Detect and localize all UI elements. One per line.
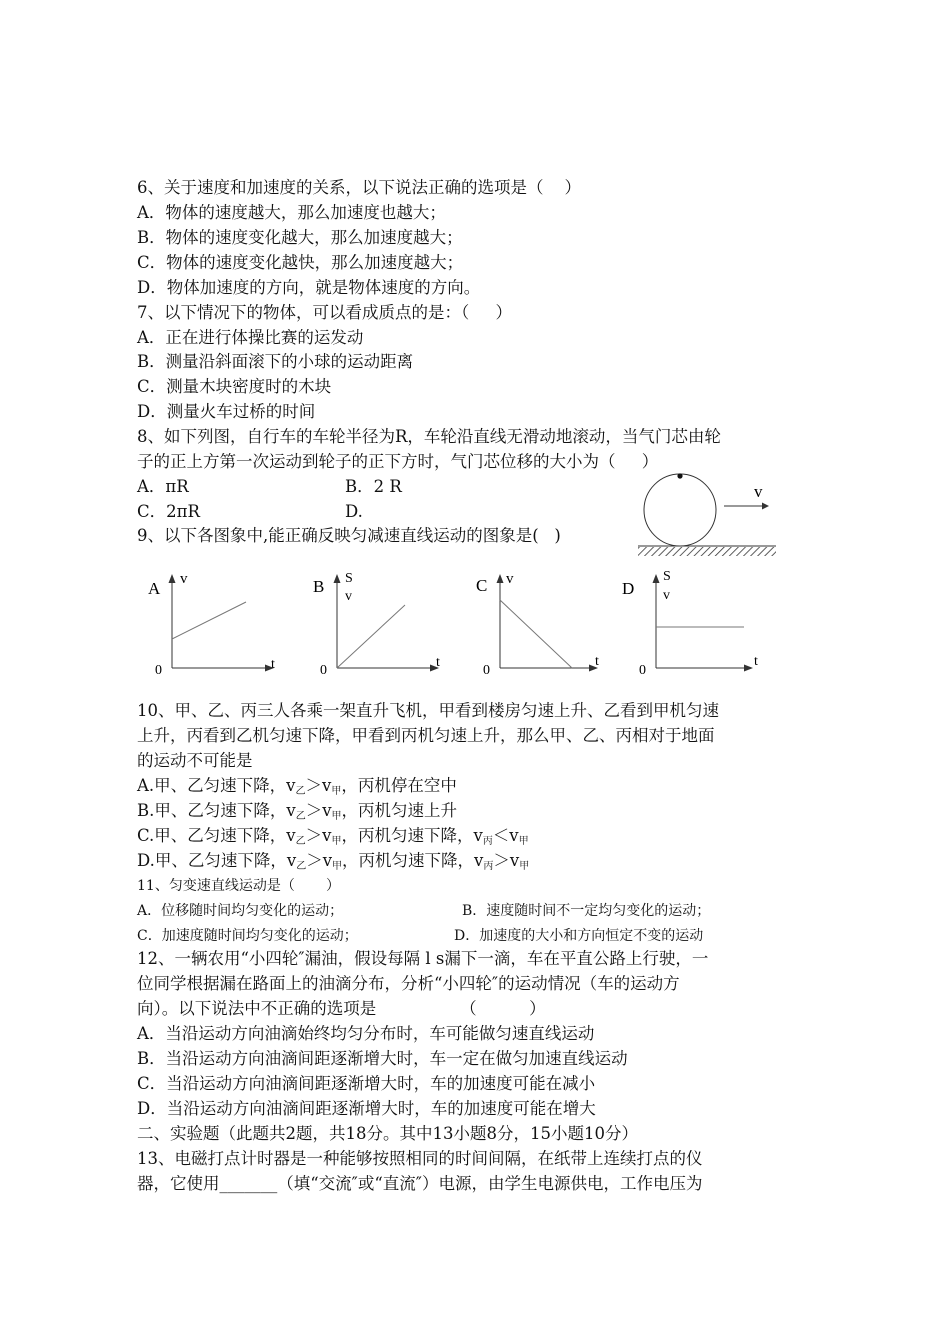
q12-line1: 12、一辆农用“小四轮″漏油，假设每隔 l s漏下一滴，车在平直公路上行驶，一 bbox=[137, 949, 709, 968]
graph-a-x-label: t bbox=[271, 657, 275, 672]
wheel-figure bbox=[638, 470, 778, 560]
q10-line1: 10、甲、乙、丙三人各乘一架直升飞机，甲看到楼房匀速上升、乙看到甲机匀速 bbox=[137, 701, 719, 720]
q7-option-c: C．测量木块密度时的木块 bbox=[137, 377, 332, 396]
valve-core bbox=[677, 473, 682, 478]
q12-option-b: B．当沿运动方向油滴间距逐渐增大时，车一定在做匀加速直线运动 bbox=[137, 1049, 628, 1068]
q11-stem: 11、匀变速直线运动是（ ） bbox=[137, 878, 340, 894]
graph-d-label: D bbox=[622, 579, 635, 598]
q10-option-d: D.甲、乙匀速下降，$v_乙>v_甲$，丙机匀速下降，$v_丙>v_甲$ bbox=[137, 851, 530, 872]
graph-d-y-label-v: v bbox=[663, 588, 670, 603]
graph-c-y-label: v bbox=[506, 571, 514, 587]
q12-line3: 向）。以下说法中不正确的选项是 （ ） bbox=[137, 999, 546, 1018]
q12-line2: 位同学根据漏在路面上的油滴分布，分析“小四轮″的运动情况（车的运动方 bbox=[137, 974, 680, 993]
q11-option-c: C．加速度随时间均匀变化的运动； bbox=[137, 928, 358, 944]
q11-option-d: D．加速度的大小和方向恒定不变的运动 bbox=[454, 928, 704, 944]
q10-option-a: A.甲、乙匀速下降，$v_乙>v_甲$，丙机停在空中 bbox=[137, 776, 457, 797]
section-2-heading: 二、实验题（此题共2题，共18分。其中13小题8分，15小题10分） bbox=[137, 1124, 638, 1143]
q8-line2: 子的正上方第一次运动到轮子的正下方时，气门芯位移的大小为（ ） bbox=[137, 452, 659, 471]
q6-option-b: B．物体的速度变化越大，那么加速度越大； bbox=[137, 228, 463, 247]
q6-option-d: D．物体加速度的方向，就是物体速度的方向。 bbox=[137, 278, 481, 297]
q10-line3: 的运动不可能是 bbox=[137, 751, 253, 770]
graph-d-x-label: t bbox=[754, 654, 758, 669]
q7-option-b: B．测量沿斜面滚下的小球的运动距离 bbox=[137, 352, 414, 371]
q12-option-d: D．当沿运动方向油滴间距逐渐增大时，车的加速度可能在增大 bbox=[137, 1099, 596, 1118]
q8-option-a: A．πR bbox=[137, 477, 189, 496]
graph-c-line bbox=[500, 600, 572, 668]
graph-b-origin: 0 bbox=[320, 663, 327, 678]
q10-option-b: B.甲、乙匀速下降，$v_乙>v_甲$，丙机匀速上升 bbox=[137, 801, 458, 822]
graph-a-y-label: v bbox=[180, 571, 188, 587]
q6-stem: 6、关于速度和加速度的关系，以下说法正确的选项是（ ） bbox=[137, 178, 581, 197]
q12-option-c: C．当沿运动方向油滴间距逐渐增大时，车的加速度可能在减小 bbox=[137, 1074, 596, 1093]
graph-b bbox=[305, 565, 455, 685]
graph-d-origin: 0 bbox=[639, 663, 646, 678]
velocity-label: v bbox=[754, 482, 763, 501]
q10-option-c: C.甲、乙匀速下降，$v_乙>v_甲$，丙机匀速下降，$v_丙<v_甲$ bbox=[137, 826, 529, 847]
graph-a-origin: 0 bbox=[155, 663, 162, 678]
q8-line1: 8、如下列图，自行车的车轮半径为R，车轮沿直线无滑动地滚动，当气门芯由轮 bbox=[137, 427, 721, 446]
graph-a-label: A bbox=[148, 579, 161, 598]
q6-option-a: A．物体的速度越大，那么加速度也越大； bbox=[137, 203, 446, 222]
graph-d-y-label-s: S bbox=[663, 569, 671, 584]
graph-b-y-label-v: v bbox=[345, 589, 352, 604]
q12-option-a: A．当沿运动方向油滴始终均匀分布时，车可能做匀速直线运动 bbox=[137, 1024, 595, 1043]
q6-option-c: C．物体的速度变化越快，那么加速度越大； bbox=[137, 253, 464, 272]
q7-option-d: D．测量火车过桥的时间 bbox=[137, 402, 316, 421]
graph-c bbox=[468, 565, 618, 685]
q13-line2: 器，它使用_______（填“交流″或“直流″）电源，由学生电源供电，工作电压为 bbox=[137, 1174, 703, 1193]
q8-option-c: C．2πR bbox=[137, 502, 200, 521]
graph-d bbox=[620, 565, 770, 685]
ground-hatch bbox=[638, 547, 776, 556]
q10-line2: 上升，丙看到乙机匀速下降，甲看到丙机匀速上升，那么甲、乙、丙相对于地面 bbox=[137, 726, 715, 745]
q7-stem: 7、以下情况下的物体，可以看成质点的是：（ ） bbox=[137, 303, 512, 322]
graph-b-line bbox=[337, 605, 405, 668]
graph-c-x-label: t bbox=[595, 654, 599, 669]
q11-option-b: B．速度随时间不一定均匀变化的运动； bbox=[462, 903, 711, 919]
wheel bbox=[644, 474, 716, 546]
q13-line1: 13、电磁打点计时器是一种能够按照相同的时间间隔，在纸带上连续打点的仪 bbox=[137, 1149, 703, 1168]
graph-c-origin: 0 bbox=[483, 663, 490, 678]
q7-option-a: A．正在进行体操比赛的运发动 bbox=[137, 328, 364, 347]
graph-b-x-label: t bbox=[436, 655, 440, 670]
q11-option-a: A．位移随时间均匀变化的运动； bbox=[137, 903, 344, 919]
graph-c-label: C bbox=[476, 576, 488, 595]
graph-b-label: B bbox=[313, 577, 325, 596]
graph-b-y-label-s: S bbox=[345, 571, 353, 586]
graph-a-line bbox=[172, 602, 246, 639]
q8-option-b: B．2 R bbox=[345, 477, 402, 496]
q8-option-d: D. bbox=[345, 502, 363, 521]
q9-stem: 9、以下各图象中,能正确反映匀减速直线运动的图象是( ) bbox=[137, 526, 561, 545]
graph-a bbox=[140, 565, 290, 685]
